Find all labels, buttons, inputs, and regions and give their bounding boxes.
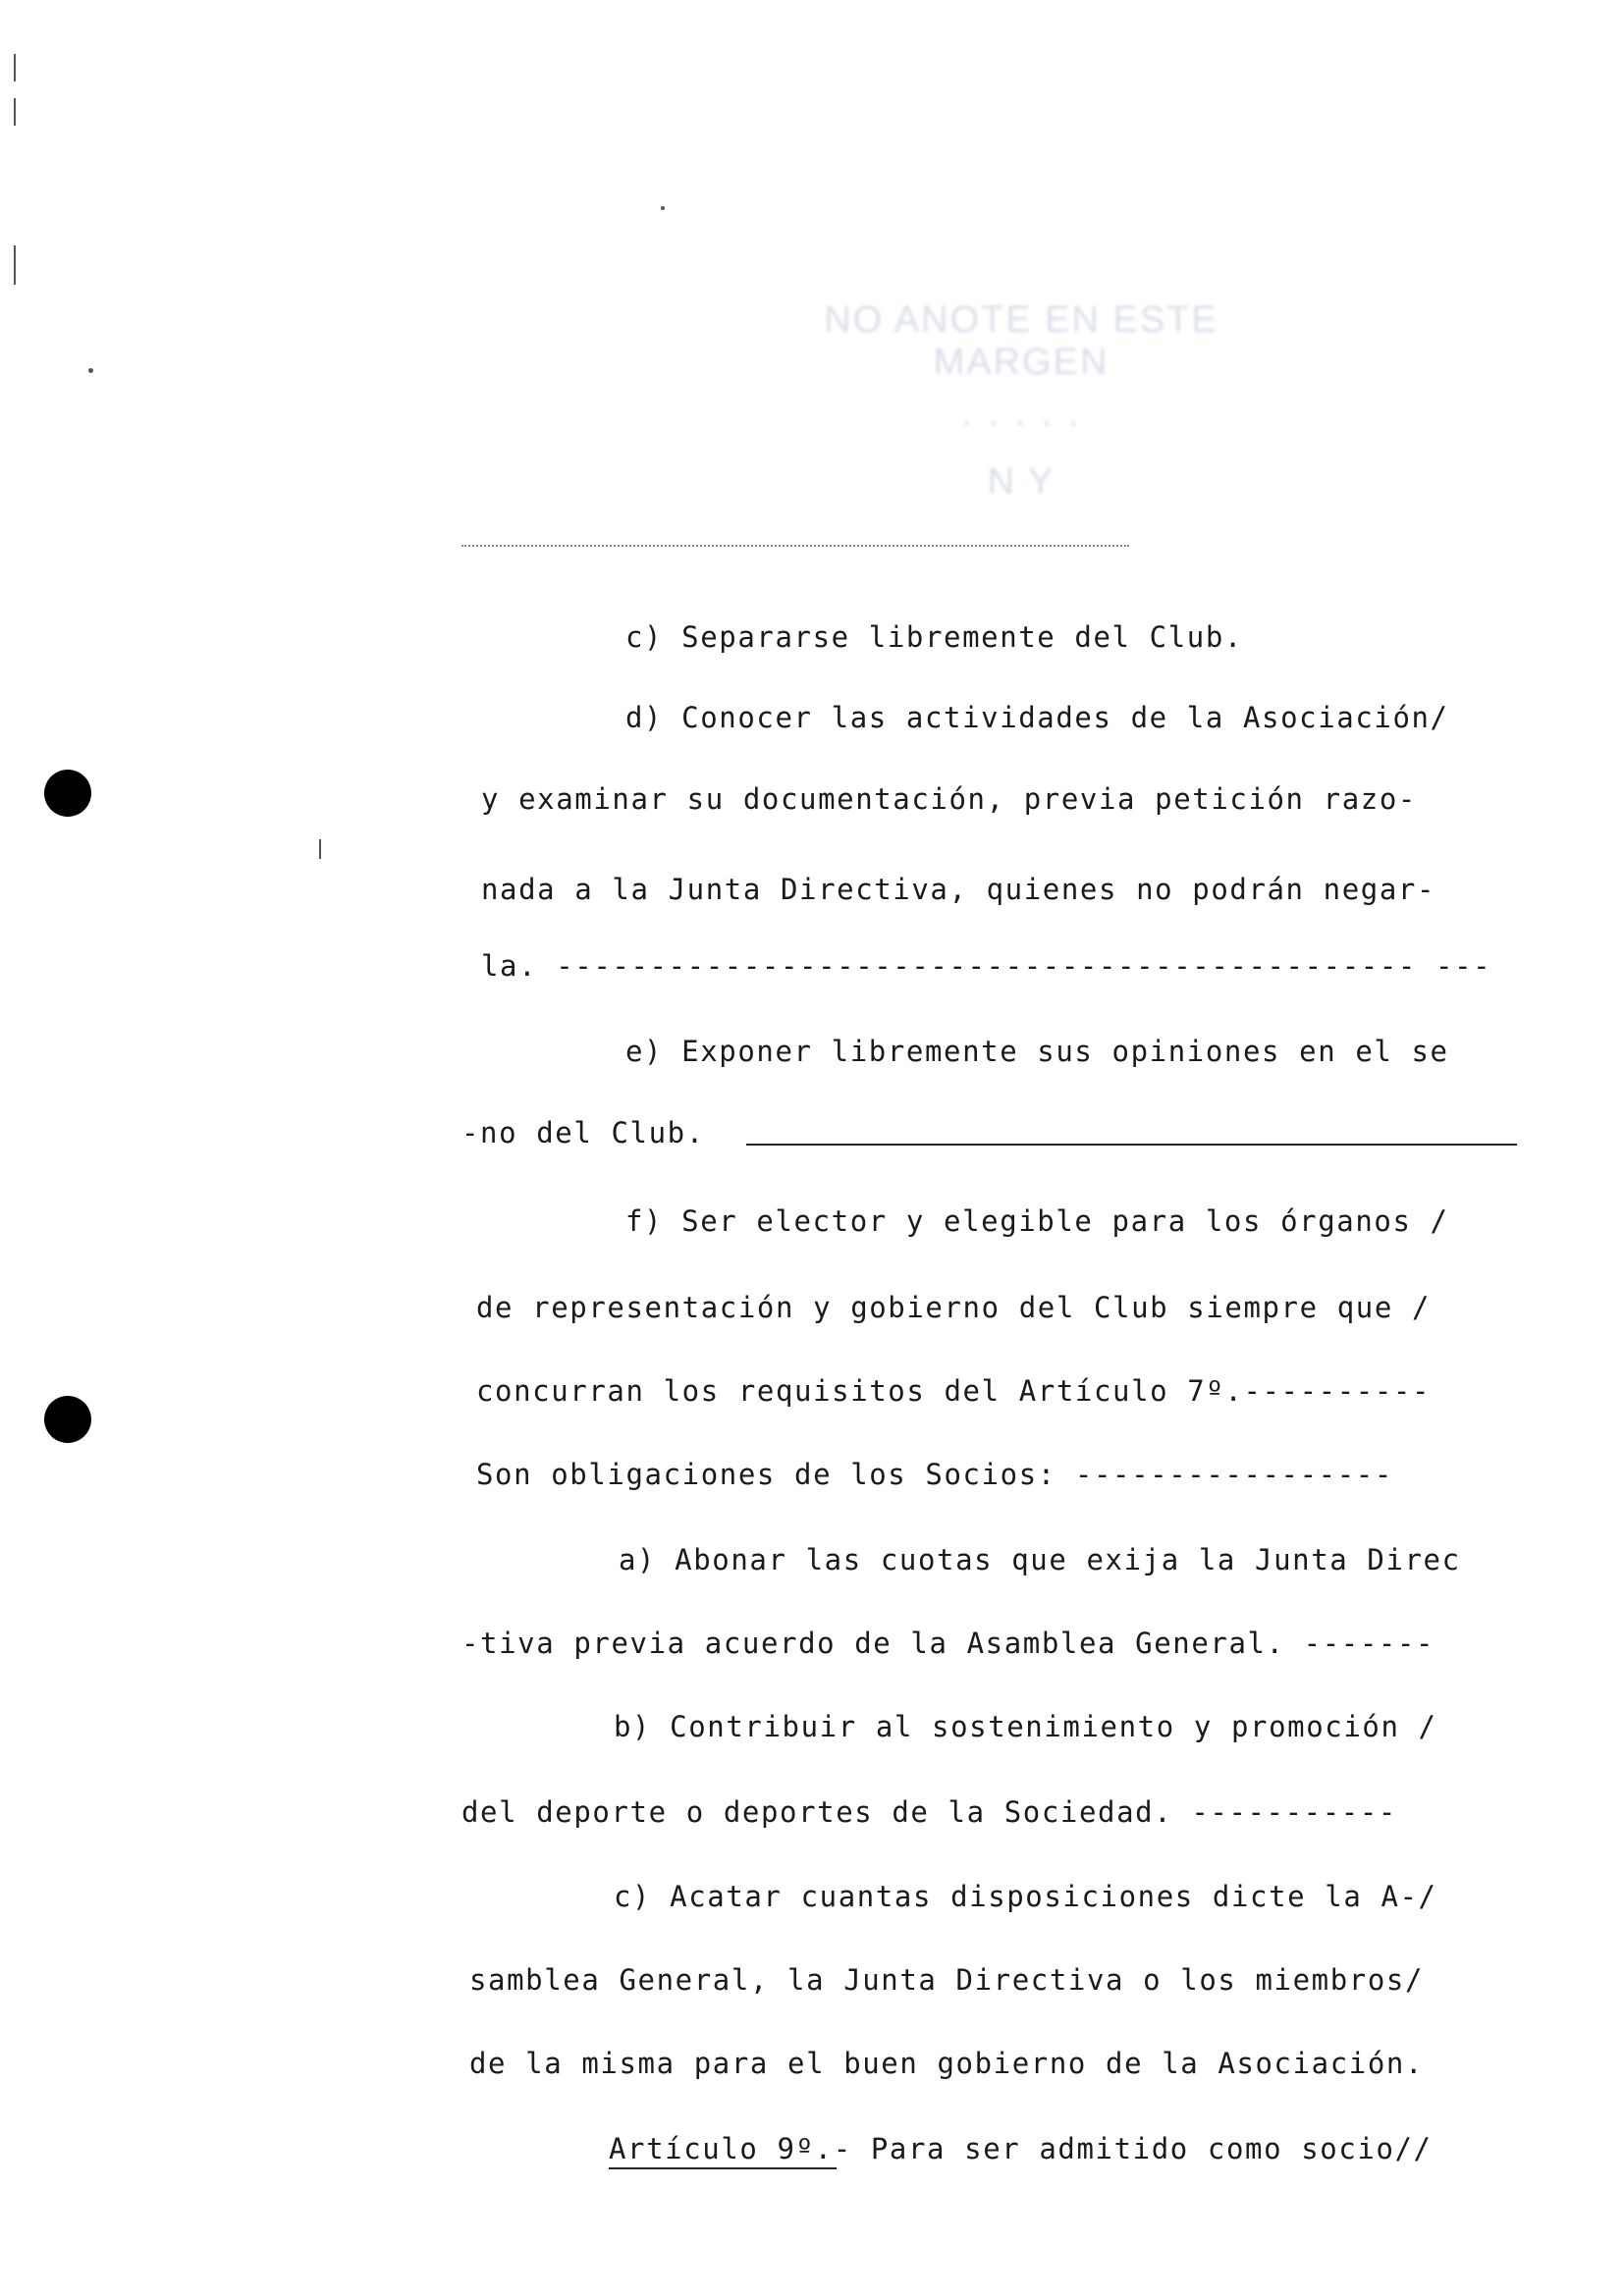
text-line: la. ---------------------------------------------- ---: [481, 949, 1492, 983]
text-line: Artículo 9º.- Para ser admitido como socio//: [609, 2132, 1433, 2165]
text-line: y examinar su documentación, previa petición razo-: [481, 782, 1417, 816]
text-line: a) Abonar las cuotas que exija la Junta Direc: [619, 1543, 1461, 1576]
text-line: -tiva previa acuerdo de la Asamblea General. -------: [461, 1627, 1435, 1660]
text-line: Son obligaciones de los Socios: -----------------: [476, 1458, 1393, 1491]
punch-hole: [44, 770, 91, 817]
text-line: c) Separarse libremente del Club.: [625, 620, 1243, 654]
text-line: de representación y gobierno del Club siempre que /: [476, 1291, 1432, 1324]
text-line: b) Contribuir al sostenimiento y promoción /: [614, 1710, 1437, 1743]
text-line: samblea General, la Junta Directiva o los miembros/: [469, 1963, 1425, 1997]
text-line: d) Conocer las actividades de la Asociación/: [625, 701, 1449, 734]
text-line: e) Exponer libremente sus opiniones en el se: [625, 1035, 1449, 1068]
text-line: del deporte o deportes de la Sociedad. -----------: [461, 1795, 1397, 1829]
text-line: de la misma para el buen gobierno de la Asociación.: [469, 2047, 1425, 2080]
scan-mark: [88, 368, 93, 373]
margin-stamp: NO ANOTE EN ESTE MARGEN · · · · · N Y: [824, 299, 1218, 503]
text-line: c) Acatar cuantas disposiciones dicte la A-/: [614, 1880, 1437, 1913]
punch-hole: [44, 1396, 91, 1443]
dotted-line: [461, 545, 1129, 547]
text-line: f) Ser elector y elegible para los órganos /: [625, 1204, 1449, 1238]
text-line: -no del Club.: [461, 1116, 705, 1149]
text-line: nada a la Junta Directiva, quienes no podrán negar-: [481, 873, 1436, 906]
text-line: concurran los requisitos del Artículo 7º.----------: [476, 1374, 1432, 1408]
heading-underline: [609, 2167, 837, 2169]
scan-mark: [14, 54, 16, 81]
scan-mark: [14, 245, 16, 285]
scan-mark: [14, 98, 16, 126]
scan-mark: [319, 839, 321, 859]
fill-rule: [746, 1144, 1517, 1146]
scan-mark: [661, 206, 665, 210]
